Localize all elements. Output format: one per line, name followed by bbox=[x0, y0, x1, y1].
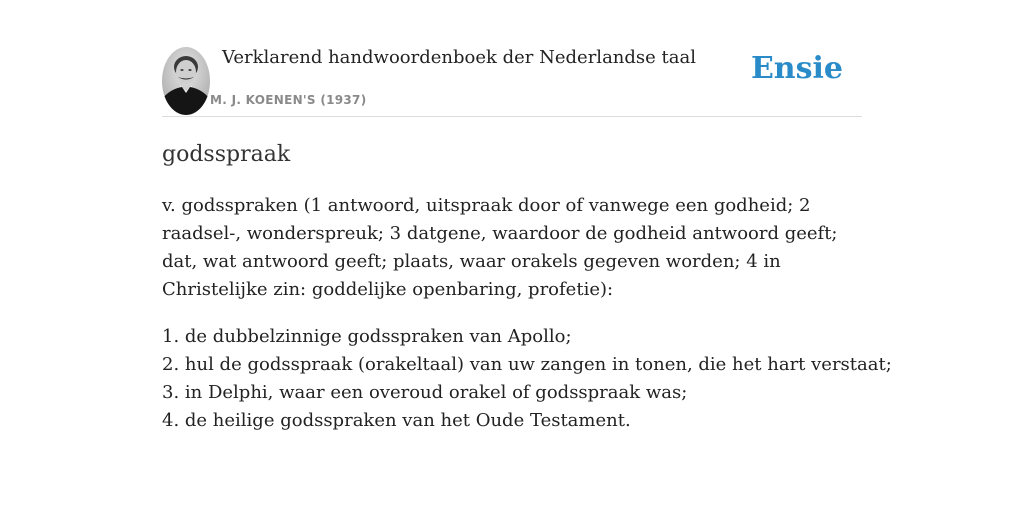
author-portrait-image bbox=[162, 47, 210, 115]
example-item: 4. de heilige godsspraken van het Oude Testament. bbox=[162, 410, 631, 431]
book-title: Verklarend handwoordenboek der Nederlandse taal bbox=[222, 47, 696, 68]
dictionary-header bbox=[162, 0, 862, 117]
example-item: 1. de dubbelzinnige godsspraken van Apollo; bbox=[162, 326, 572, 347]
author-portrait bbox=[162, 47, 210, 115]
example-item: 3. in Delphi, waar een overoud orakel of godsspraak was; bbox=[162, 382, 688, 403]
author-label: M. J. KOENEN'S (1937) bbox=[210, 93, 367, 107]
entry-headword: godsspraak bbox=[162, 142, 291, 167]
ensie-logo-link[interactable]: Ensie bbox=[750, 51, 843, 86]
example-list bbox=[162, 323, 892, 435]
entry-definition: v. godsspraken (1 antwoord, uitspraak door of vanwege een godheid; 2 raadsel-, wonderspreuk; 3 datgene, waardoor de godheid antwoord geeft; dat, wat antwoord geeft; plaats, waar orakels gegeven worden; 4 in Christelijke zin: goddelijke openbaring, profetie): bbox=[162, 195, 838, 300]
example-item: 2. hul de godsspraak (orakeltaal) van uw zangen in tonen, die het hart verstaat; bbox=[162, 354, 892, 375]
page bbox=[162, 0, 892, 512]
